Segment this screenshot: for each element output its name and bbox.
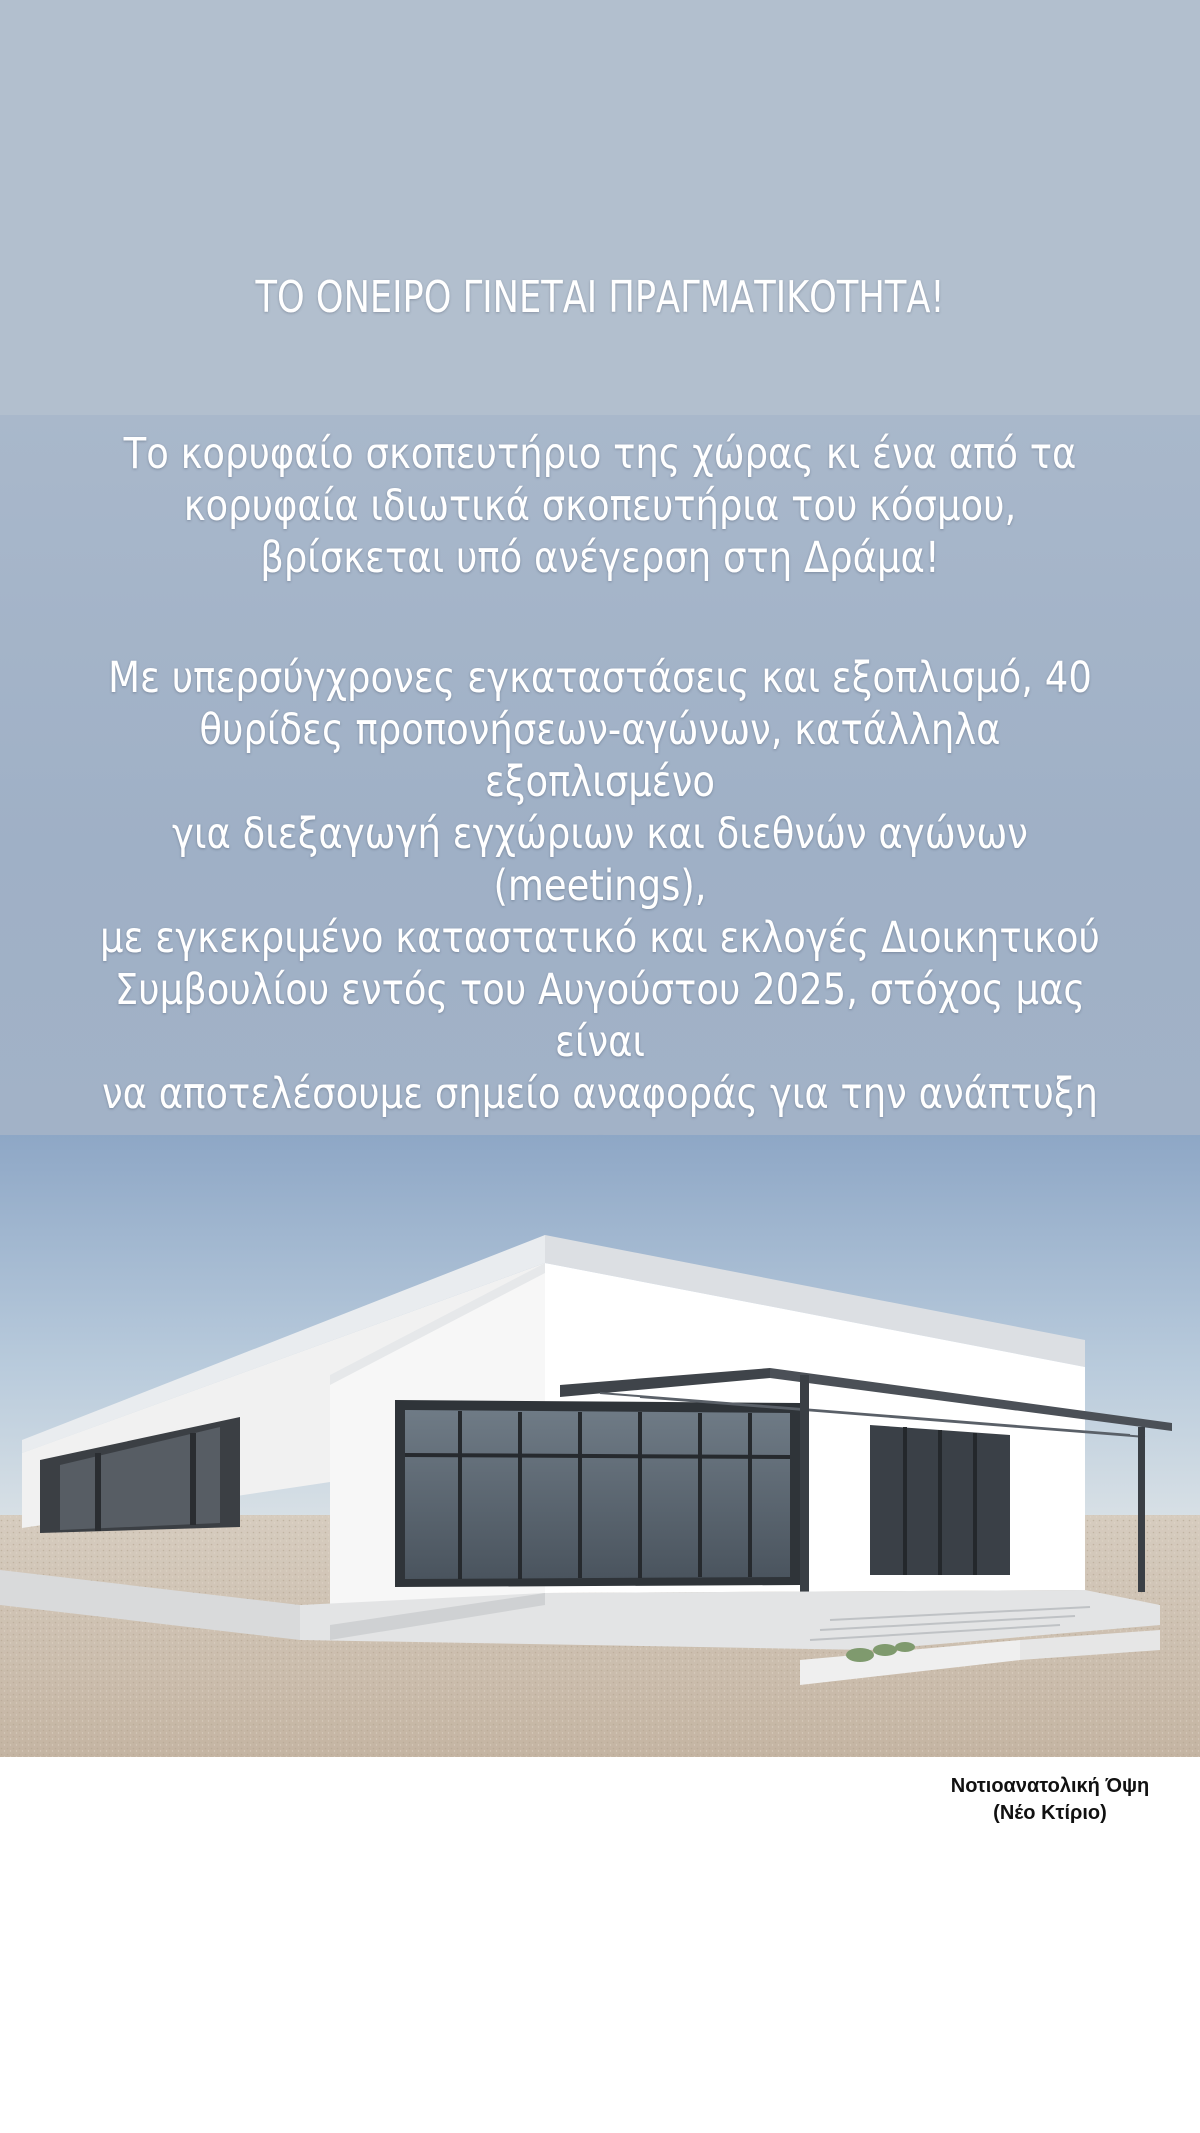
intro-paragraph [84,428,1116,584]
body-line: για διεξαγωγή εγχώριων και διεθνών αγώνων (meetings), [172,809,1028,911]
header-band [0,0,1200,415]
caption-line: Νοτιοανατολική Όψη [950,1775,1150,1797]
intro-line: κορυφαία ιδιωτικά σκοπευτήρια του κόσμου, [183,481,1017,531]
headline: ΤΟ ΟΝΕΙΡΟ ΓΙΝΕΤΑΙ ΠΡΑΓΜΑΤΙΚΟΤΗΤΑ! [255,272,945,323]
body-line: να αποτελέσουμε σημείο αναφοράς για την ανάπτυξη [102,1069,1098,1119]
building-render-image [0,1135,1200,1760]
body-line: με εγκεκριμένο καταστατικό και εκλογές Διοικητικού [100,913,1100,963]
caption-line: (Νέο Κτίριο) [993,1802,1107,1824]
image-caption [900,1773,1200,1827]
intro-line: βρίσκεται υπό ανέγερση στη Δράμα! [260,533,940,583]
body-line: Με υπερσύγχρονες εγκαταστάσεις και εξοπλισμό, 40 [108,653,1092,703]
pergola-column [1138,1427,1145,1592]
intro-line: Το κορυφαίο σκοπευτήριο της χώρας κι ένα από τα [123,429,1077,479]
body-line: Συμβουλίου εντός του Αυγούστου 2025, στόχος μας είναι [114,965,1086,1067]
body-line: θυρίδες προπονήσεων-αγώνων, κατάλληλα εξοπλισμένο [199,705,1001,807]
